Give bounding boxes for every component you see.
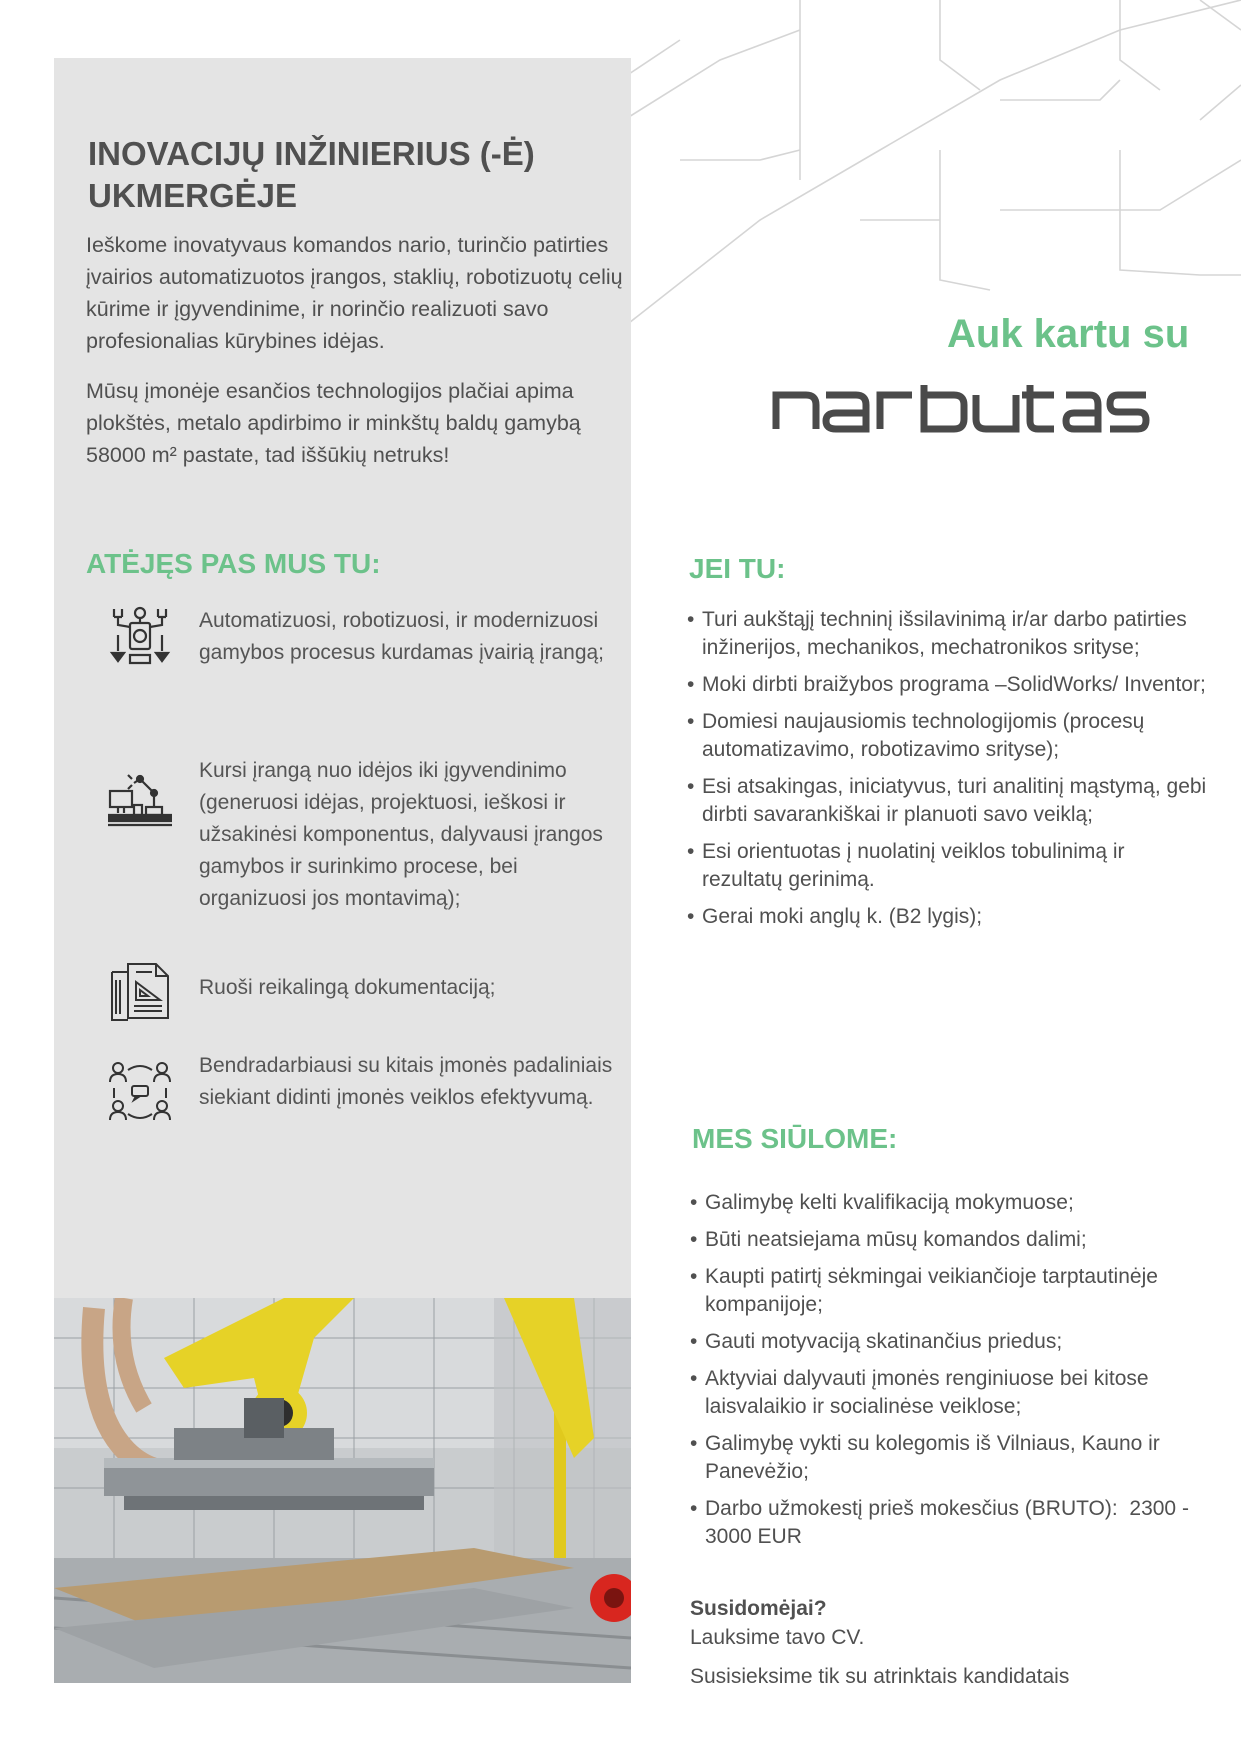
list-item: • Gauti motyvaciją skatinančius priedus; — [690, 1330, 1063, 1353]
robot-arm-photo — [54, 1298, 631, 1683]
duty-text: Bendradarbiausi su kitais įmonės padaliniais siekiant didinti įmonės veiklos efektyvumą. — [199, 1054, 613, 1109]
job-title — [88, 133, 628, 217]
list-item: • Turi aukštąjį techninį išsilavinimą ir/ar darbo patirties inžinerijos, mechanikos, mechatronikos srityse; — [687, 608, 1187, 659]
list-item: • Darbo užmokestį prieš mokesčius (BRUTO): 2300 - 3000 EUR — [690, 1497, 1195, 1548]
duty-text: Automatizuosi, robotizuosi, ir modernizuosi gamybos procesus kurdamas įvairią įrangą; — [199, 609, 605, 664]
duty-text: Kursi įrangą nuo idėjos iki įgyvendinimo (generuosi idėjas, projektuosi, ieškosi ir užsakinėsi komponentus, dalyvausi įrangos gamybos ir surinkimo procese, bei organizuosi jos montavimą); — [199, 759, 603, 910]
intro-paragraph-1: Ieškome inovatyvaus komandos nario, turinčio patirties įvairios automatizuotos įrangos, staklių, robotizuotų celių kūrime ir įgyvendinime, ir norinčio realizuoti savo profesionalias kūrybines idėjas. — [86, 233, 623, 353]
list-item: • Galimybę vykti su kolegomis iš Vilniaus, Kauno ir Panevėžio; — [690, 1432, 1160, 1483]
documentation-icon — [108, 958, 172, 1022]
list-item: • Kaupti patirtį sėkmingai veikiančioje tarptautinėje kompanijoje; — [690, 1265, 1158, 1316]
list-item: • Moki dirbti braižybos programa –SolidWorks/ Inventor; — [687, 673, 1206, 696]
list-item: • Domiesi naujausiomis technologijomis (procesų automatizavimo, robotizavimo srityse); — [687, 710, 1145, 761]
duties-heading: ATĖJĘS PAS MUS TU: — [86, 548, 381, 579]
offers-list — [690, 1189, 1220, 1560]
list-item: • Būti neatsiejama mūsų komandos dalimi; — [690, 1228, 1087, 1251]
offers-heading: MES SIŪLOME: — [692, 1123, 898, 1154]
narbutas-logo — [772, 385, 1150, 433]
brand-tagline: Auk kartu su — [947, 312, 1190, 356]
list-item: • Galimybę kelti kvalifikaciją mokymuose; — [690, 1191, 1074, 1214]
list-item: • Esi atsakingas, iniciatyvus, turi analitinį mąstymą, gebi dirbti savarankiškai ir planuoti savo veiklą; — [687, 775, 1207, 826]
list-item: • Aktyviai dalyvauti įmonės renginiuose bei kitose laisvalaikio ir socialinėse veiklose; — [690, 1367, 1149, 1418]
team-collaboration-icon — [108, 1060, 172, 1124]
list-item: • Gerai moki anglų k. (B2 lygis); — [687, 905, 983, 928]
contact-cv-line: Lauksime tavo CV. — [690, 1626, 865, 1649]
robot-arm-workstation-icon — [108, 765, 172, 829]
duty-text: Ruoši reikalingą dokumentaciją; — [199, 976, 496, 999]
job-title-line1: INOVACIJŲ INŽINIERIUS (-Ė) — [88, 135, 535, 172]
intro-paragraph-2: Mūsų įmonėje esančios technologijos plačiai apima plokštės, metalo apdirbimo ir minkštų baldų gamybą 58000 m² pastate, tad iššūkių netruks! — [86, 379, 581, 467]
job-title-line2: UKMERGĖJE — [88, 177, 298, 214]
decorative-line-pattern — [560, 0, 1241, 330]
contact-question: Susidomėjai? — [690, 1597, 827, 1620]
contact-note: Susisieksime tik su atrinktais kandidatais — [690, 1665, 1070, 1688]
requirements-heading: JEI TU: — [689, 553, 786, 584]
list-item: • Esi orientuotas į nuolatinį veiklos tobulinimą ir rezultatų gerinimą. — [687, 840, 1125, 891]
requirements-list — [687, 606, 1207, 940]
automation-robot-icon — [108, 605, 172, 669]
